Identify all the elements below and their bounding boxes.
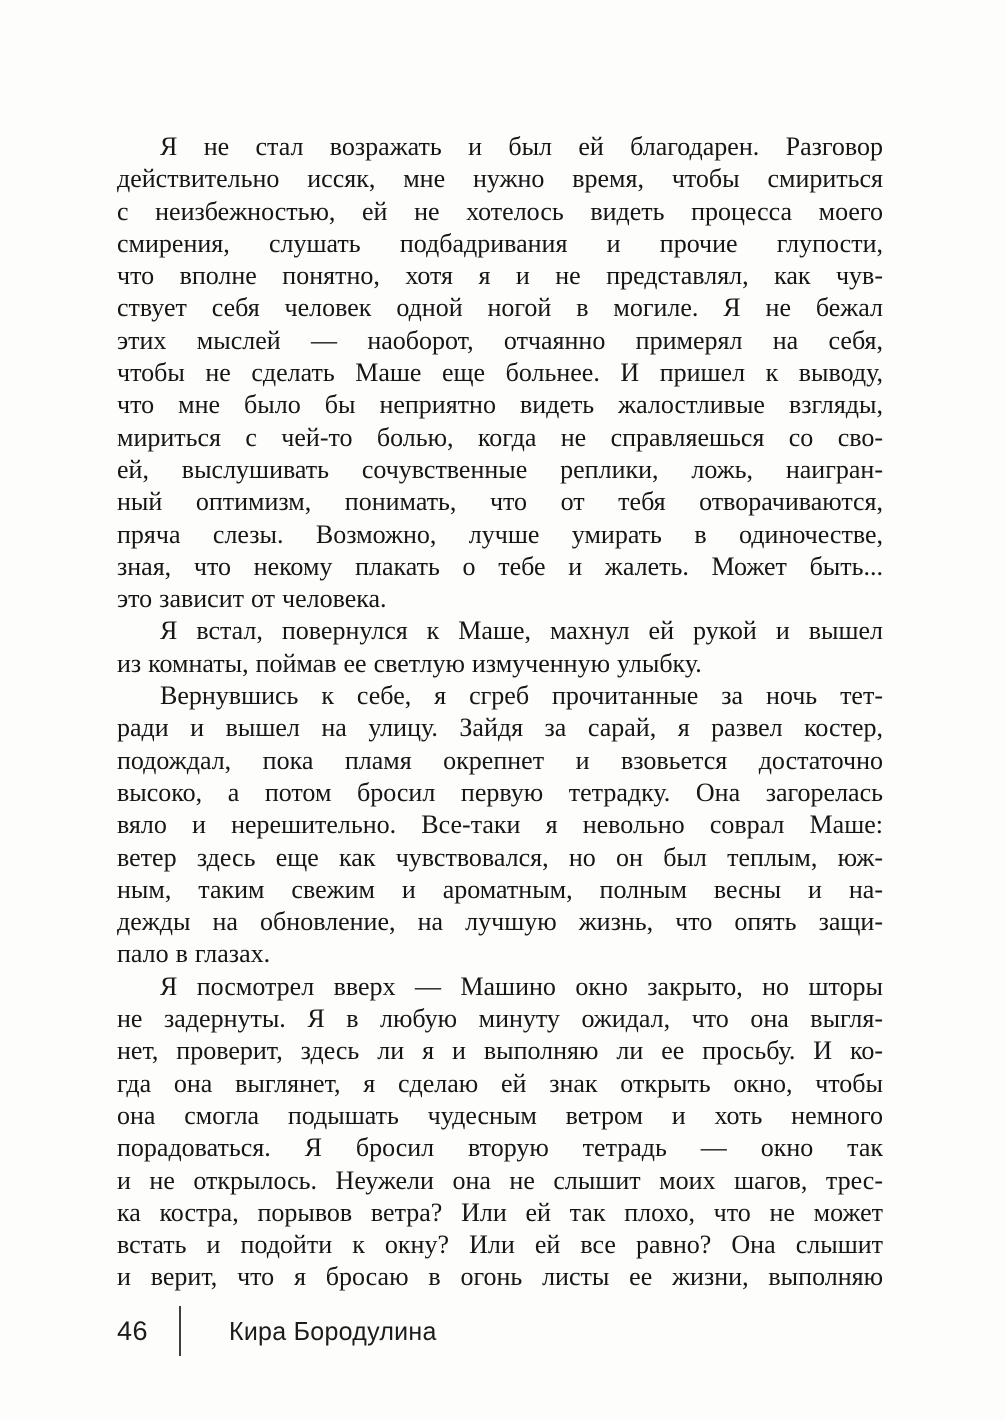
- text-line: из комнаты, поймав ее светлую измученную улыбку.: [117, 648, 702, 678]
- text-line: мириться с чей-то болью, когда не справляешься со сво-: [117, 422, 883, 452]
- text-line: Я посмотрел вверх — Машино окно закрыто, но шторы: [160, 971, 883, 1001]
- text-line: с неизбежностью, ей не хотелось видеть процесса моего: [117, 196, 883, 226]
- text-line: встать и подойти к окну? Или ей все равно? Она слышит: [117, 1230, 883, 1260]
- text-line: действительно иссяк, мне нужно время, чтобы смириться: [117, 164, 883, 194]
- text-line: пряча слезы. Возможно, лучше умирать в одиночестве,: [117, 519, 883, 549]
- text-line: ный оптимизм, понимать, что от тебя отворачиваются,: [117, 487, 883, 517]
- text-line: нет, проверит, здесь ли я и выполняю ли ее просьбу. И ко-: [117, 1036, 883, 1066]
- text-line: и верит, что я бросаю в огонь листы ее жизни, выполняю: [117, 1262, 883, 1292]
- text-line: вяло и нерешительно. Все-таки я невольно соврал Маше:: [117, 810, 883, 840]
- body-text: [117, 131, 883, 1294]
- text-line: гда она выглянет, я сделаю ей знак открыть окно, чтобы: [117, 1068, 883, 1098]
- author-name: Кира Бородулина: [229, 1315, 437, 1346]
- text-line: этих мыслей — наоборот, отчаянно примерял на себя,: [117, 325, 883, 355]
- footer-divider: [179, 1306, 181, 1356]
- text-line: что мне было бы неприятно видеть жалостливые взгляды,: [117, 390, 883, 420]
- text-line: пало в глазах.: [117, 939, 271, 969]
- page-number: 46: [117, 1315, 149, 1346]
- text-line: чтобы не сделать Маше еще больнее. И пришел к выводу,: [117, 358, 883, 388]
- text-line: порадоваться. Я бросил вторую тетрадь — окно так: [117, 1133, 883, 1163]
- text-line: зная, что некому плакать о тебе и жалеть. Может быть...: [117, 551, 883, 581]
- text-line: не задернуты. Я в любую минуту ожидал, что она выгля-: [117, 1004, 883, 1034]
- text-line: она смогла подышать чудесным ветром и хоть немного: [117, 1100, 883, 1130]
- text-line: смирения, слушать подбадривания и прочие глупости,: [117, 228, 883, 258]
- text-line: ным, таким свежим и ароматным, полным весны и на-: [117, 874, 883, 904]
- text-line: Я не стал возражать и был ей благодарен. Разговор: [160, 132, 883, 161]
- text-line: подождал, пока пламя окрепнет и взовьется достаточно: [117, 745, 883, 775]
- text-line: ветер здесь еще как чувствовался, но он был теплым, юж-: [117, 842, 883, 872]
- text-line: Я встал, повернулся к Маше, махнул ей рукой и вышел: [160, 616, 883, 646]
- footer: [117, 1305, 445, 1357]
- text-line: высоко, а потом бросил первую тетрадку. Она загорелась: [117, 777, 883, 807]
- text-line: это зависит от человека.: [117, 584, 387, 614]
- text-line: ствует себя человек одной ногой в могиле. Я не бежал: [117, 293, 883, 323]
- text-line: ради и вышел на улицу. Зайдя за сарай, я развел костер,: [117, 713, 883, 743]
- text-line: и не открылось. Неужели она не слышит моих шагов, трес-: [117, 1165, 883, 1195]
- text-line: что вполне понятно, хотя я и не представлял, как чув-: [117, 261, 883, 291]
- text-line: ей, выслушивать сочувственные реплики, ложь, наигран-: [117, 454, 883, 484]
- text-line: Вернувшись к себе, я сгреб прочитанные за ночь тет-: [160, 681, 883, 711]
- text-line: дежды на обновление, на лучшую жизнь, что опять защи-: [117, 907, 883, 937]
- text-line: ка костра, порывов ветра? Или ей так плохо, что не может: [117, 1197, 883, 1227]
